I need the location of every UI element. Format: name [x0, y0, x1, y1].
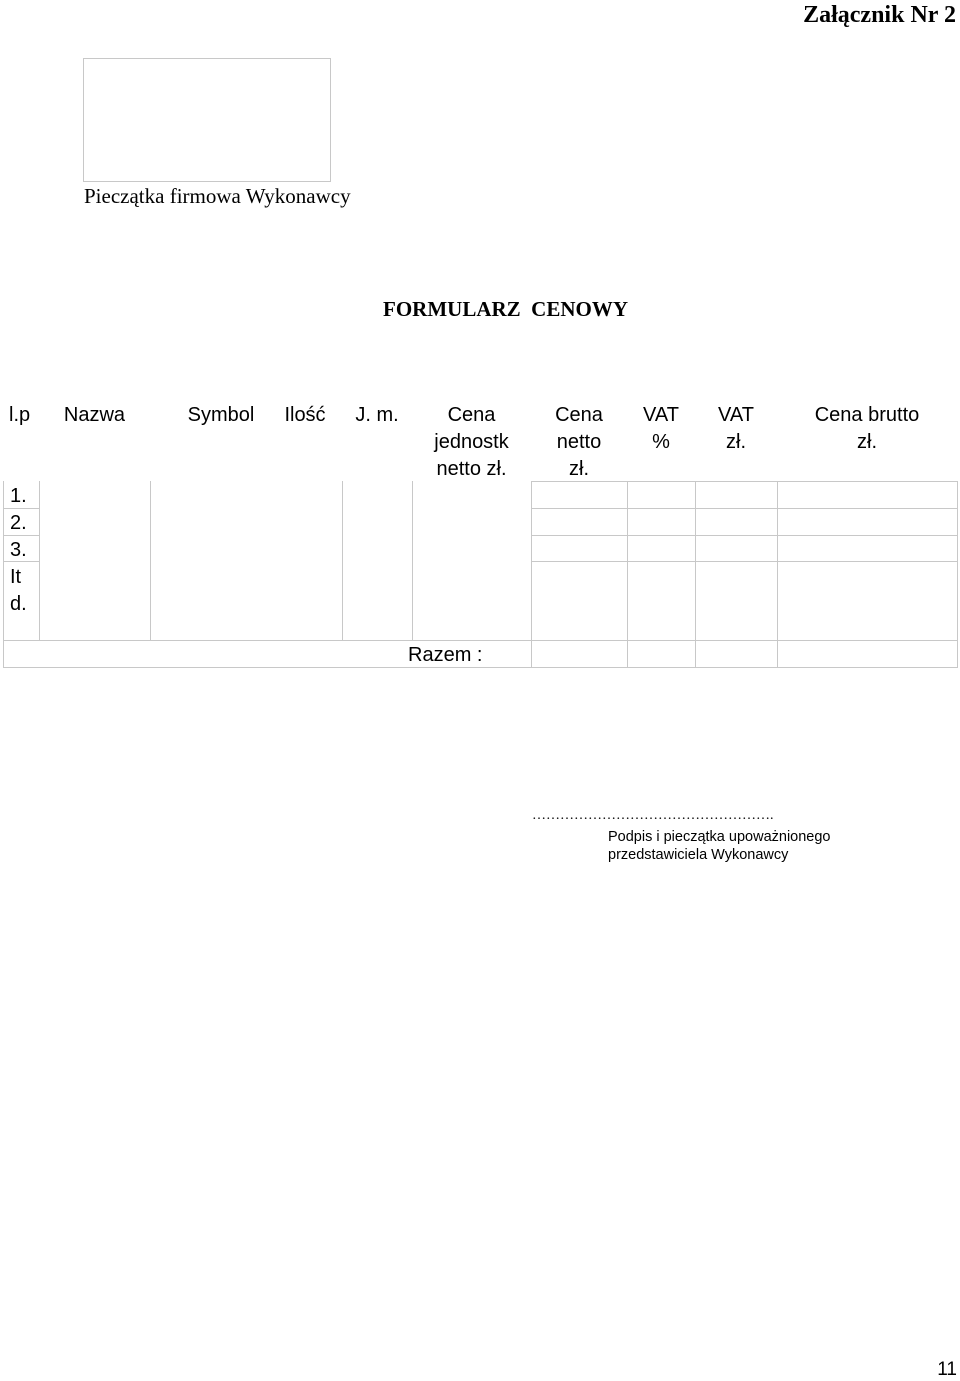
- company-stamp-box: [83, 58, 331, 182]
- row-number-2: 2.: [10, 512, 27, 534]
- row-number-3: 3.: [10, 539, 27, 561]
- table-line: [3, 481, 4, 668]
- table-line: [531, 481, 532, 668]
- header-gross-price-line2: zł.: [857, 431, 877, 453]
- table-line: [531, 561, 958, 562]
- header-symbol: Symbol: [187, 404, 255, 426]
- row-number-1: 1.: [10, 485, 27, 507]
- row-number-etc-1: It: [10, 566, 22, 588]
- table-line: [531, 508, 958, 509]
- signature-label: [608, 828, 840, 864]
- header-quantity: Ilość: [284, 404, 326, 426]
- table-line: [695, 481, 696, 668]
- total-label: Razem :: [408, 644, 483, 666]
- table-line: [39, 481, 40, 641]
- table-line: [531, 535, 958, 536]
- header-vat-percent-line2: %: [652, 431, 670, 453]
- table-line: [3, 640, 958, 641]
- price-table: [3, 402, 958, 668]
- header-net-price-line3: zł.: [569, 458, 589, 480]
- header-unit: J. m.: [355, 404, 399, 426]
- header-gross-price-line1: Cena brutto: [814, 404, 920, 426]
- header-vat-amount-line1: VAT: [718, 404, 754, 426]
- header-lp: l.p: [9, 404, 31, 426]
- header-net-price-line2: netto: [556, 431, 602, 453]
- company-stamp-label: Pieczątka firmowa Wykonawcy: [84, 184, 351, 208]
- form-title: FORMULARZ CENOWY: [383, 297, 628, 321]
- table-line: [342, 481, 343, 641]
- header-vat-amount-line2: zł.: [726, 431, 746, 453]
- header-name: Nazwa: [63, 404, 126, 426]
- header-net-price-line1: Cena: [555, 404, 603, 426]
- header-unit-price-line2: jednostk: [434, 431, 509, 453]
- page-number: 11: [937, 1359, 957, 1380]
- signature-label-line1: Podpis i pieczątka upoważnionego: [608, 829, 831, 845]
- table-line: [412, 481, 413, 641]
- table-line: [777, 481, 778, 668]
- table-line: [957, 481, 958, 668]
- header-vat-percent-line1: VAT: [643, 404, 679, 426]
- signature-dots: …………………………………………….: [532, 808, 774, 823]
- header-unit-price-line1: Cena: [447, 404, 496, 426]
- table-line: [627, 481, 628, 668]
- header-unit-price-line3: netto zł.: [436, 458, 507, 480]
- table-line: [150, 481, 151, 641]
- annex-title: Załącznik Nr 2: [803, 2, 956, 28]
- signature-label-line2: przedstawiciela Wykonawcy: [608, 847, 789, 863]
- row-number-etc-2: d.: [10, 593, 27, 615]
